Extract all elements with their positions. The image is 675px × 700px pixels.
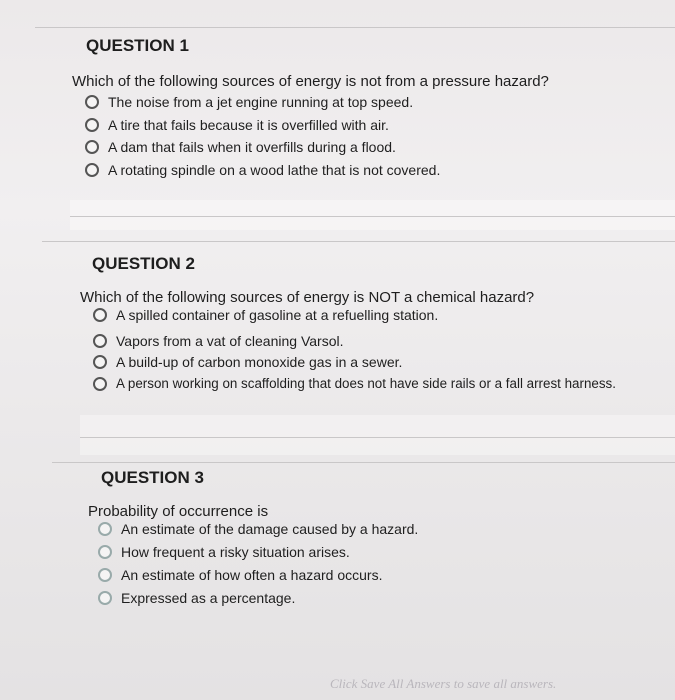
- question-1-option-3[interactable]: [85, 139, 396, 155]
- question-3-text: Probability of occurrence is: [88, 503, 269, 520]
- option-label: Expressed as a percentage.: [121, 590, 296, 606]
- option-label: Vapors from a vat of cleaning Varsol.: [116, 333, 344, 349]
- question-2-option-1[interactable]: [93, 307, 438, 323]
- radio-icon[interactable]: [93, 355, 107, 369]
- question-1-text: Which of the following sources of energy is not from a pressure hazard?: [72, 73, 549, 90]
- option-label: A spilled container of gasoline at a refuelling station.: [116, 307, 439, 323]
- option-label: How frequent a risky situation arises.: [121, 544, 350, 560]
- radio-icon[interactable]: [98, 545, 112, 559]
- question-3-title: QUESTION 3: [101, 468, 204, 487]
- question-1-option-1[interactable]: [85, 94, 413, 110]
- q3-top-divider: [52, 462, 675, 463]
- option-label: An estimate of how often a hazard occurs.: [121, 567, 383, 583]
- option-label: An estimate of the damage caused by a hazard.: [121, 521, 419, 537]
- radio-icon[interactable]: [93, 308, 107, 322]
- q2-top-divider: [42, 241, 675, 242]
- q1-divider: [70, 216, 675, 217]
- option-label: A rotating spindle on a wood lathe that is not covered.: [108, 162, 441, 178]
- radio-icon[interactable]: [85, 163, 99, 177]
- question-1-title: QUESTION 1: [86, 36, 189, 55]
- question-2-text: Which of the following sources of energy is NOT a chemical hazard?: [80, 289, 535, 306]
- question-2-option-4[interactable]: [93, 376, 616, 391]
- option-label: A tire that fails because it is overfilled with air.: [108, 117, 389, 133]
- option-label: A build-up of carbon monoxide gas in a sewer.: [116, 354, 403, 370]
- radio-icon[interactable]: [98, 568, 112, 582]
- q1-bottom-band: [70, 200, 675, 230]
- radio-icon[interactable]: [85, 140, 99, 154]
- question-3-option-4[interactable]: [98, 590, 295, 606]
- radio-icon[interactable]: [93, 377, 107, 391]
- radio-icon[interactable]: [93, 334, 107, 348]
- save-all-answers-hint: Click Save All Answers to save all answers.: [330, 676, 557, 691]
- question-3-option-1[interactable]: [98, 521, 418, 537]
- question-3-option-3[interactable]: [98, 567, 382, 583]
- radio-icon[interactable]: [85, 95, 99, 109]
- q2-divider: [80, 437, 675, 438]
- radio-icon[interactable]: [98, 591, 112, 605]
- question-2-option-3[interactable]: [93, 354, 402, 370]
- question-2-option-2[interactable]: [93, 333, 343, 349]
- option-label: A person working on scaffolding that does not have side rails or a fall arrest harness.: [116, 376, 616, 391]
- radio-icon[interactable]: [85, 118, 99, 132]
- question-2-title: QUESTION 2: [92, 254, 195, 273]
- question-3-option-2[interactable]: [98, 544, 350, 560]
- radio-icon[interactable]: [98, 522, 112, 536]
- option-label: A dam that fails when it overfills during a flood.: [108, 139, 396, 155]
- question-1-option-4[interactable]: [85, 162, 440, 178]
- q2-bottom-band: [80, 415, 675, 455]
- top-divider: [35, 27, 675, 28]
- option-label: The noise from a jet engine running at top speed.: [108, 94, 414, 110]
- question-1-option-2[interactable]: [85, 117, 389, 133]
